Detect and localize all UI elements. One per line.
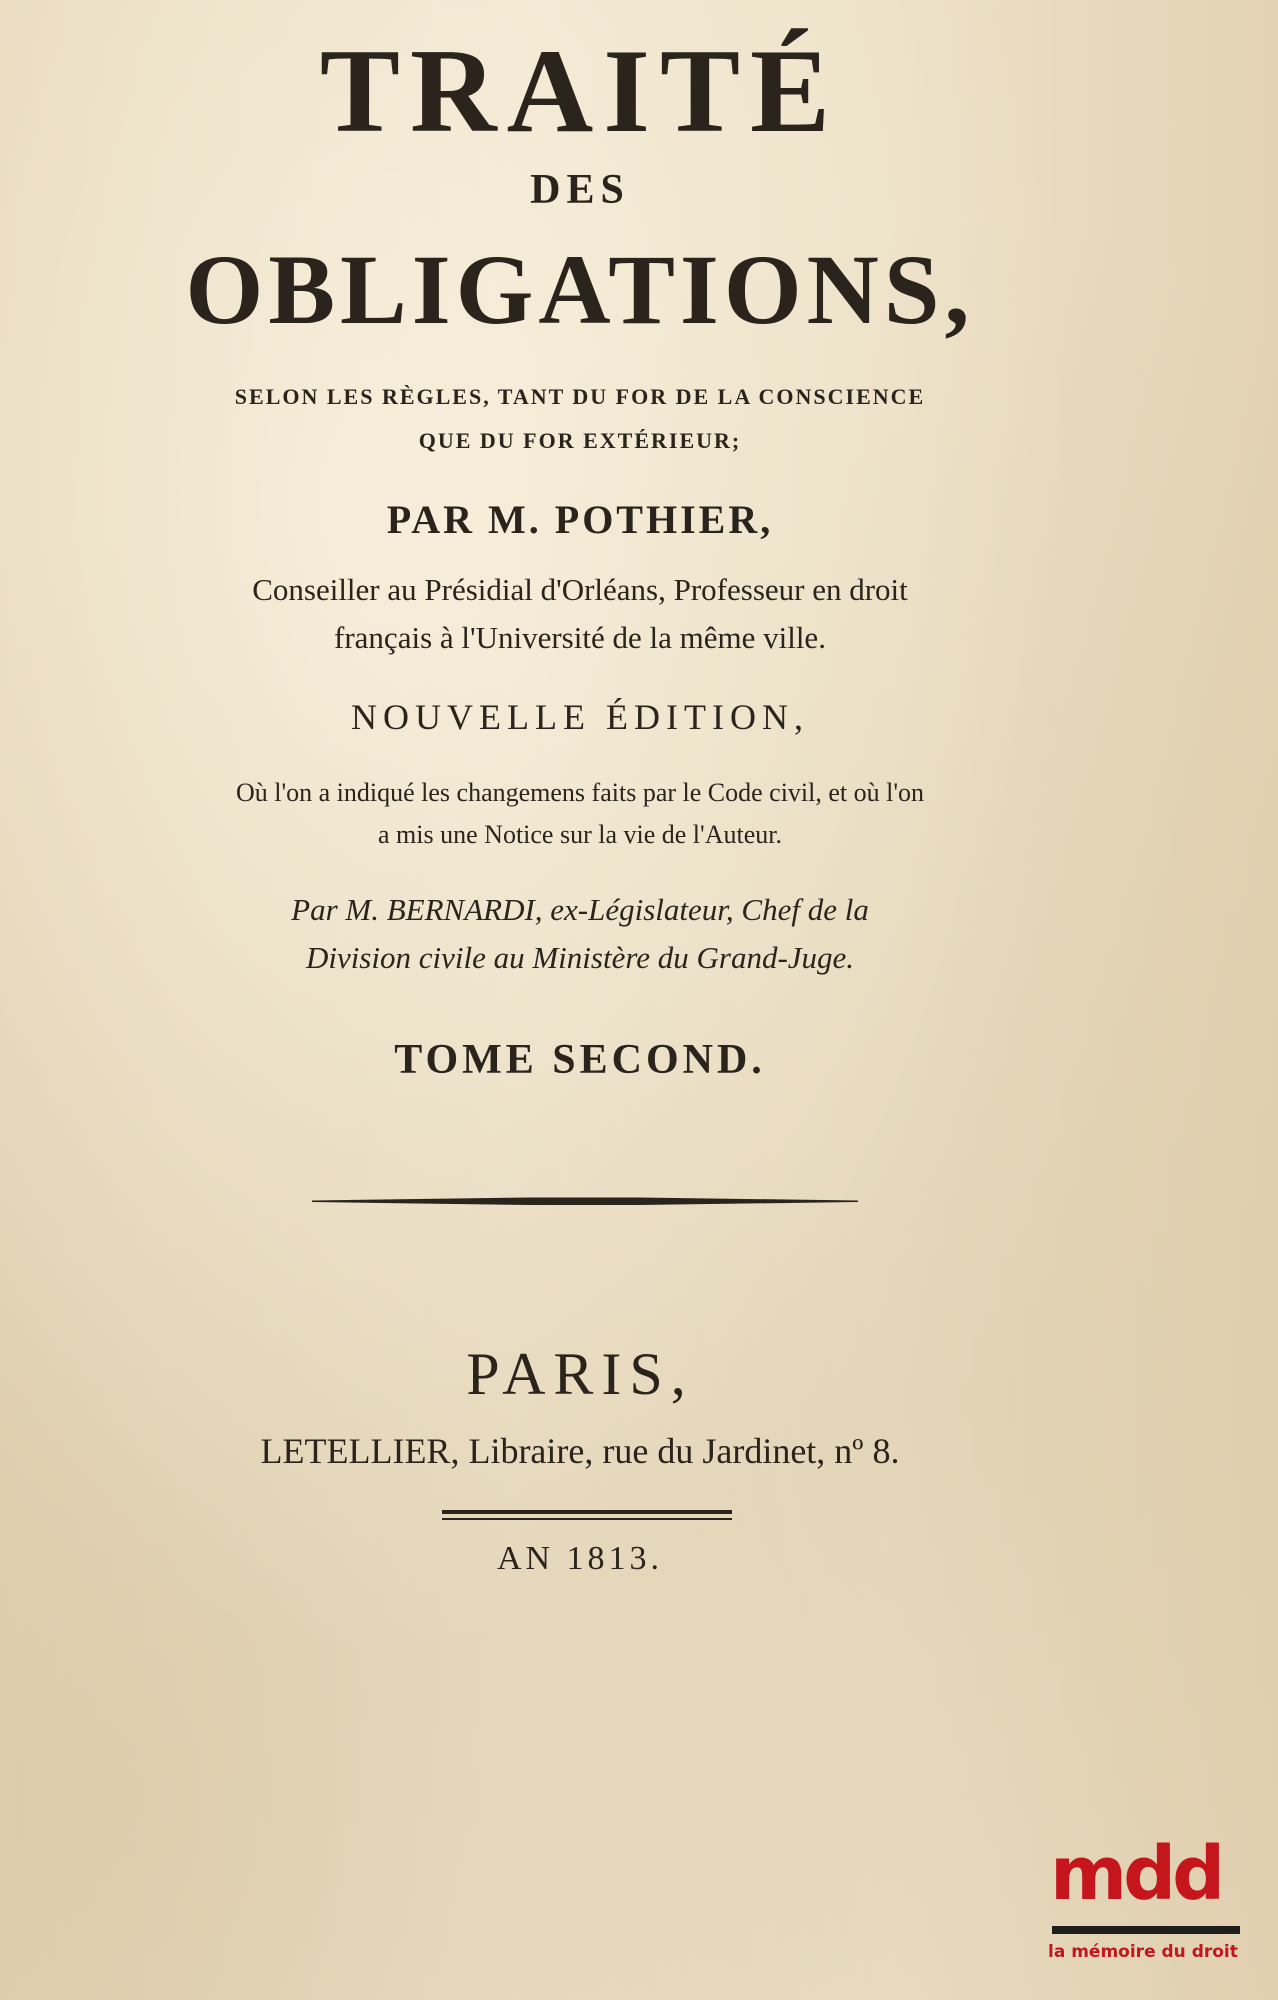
book-title-line-3: OBLIGATIONS, [185, 234, 975, 345]
logo-tagline: la mémoire du droit [1048, 1942, 1238, 1962]
mdd-watermark-logo [1046, 1831, 1246, 1974]
double-rule-bottom [442, 1518, 732, 1520]
volume-label: TOME SECOND. [394, 1037, 766, 1083]
imprint-place: PARIS, [466, 1341, 694, 1407]
edition-label: NOUVELLE ÉDITION, [351, 697, 809, 737]
ornamental-divider [312, 1196, 858, 1206]
logo-underline [1052, 1926, 1240, 1934]
subtitle-line-2: QUE DU FOR EXTÉRIEUR; [418, 428, 742, 453]
book-title-line-1: TRAITÉ [319, 24, 841, 157]
editor-line-1: Par M. BERNARDI, ex-Législateur, Chef de la [291, 892, 869, 927]
double-rule-top [442, 1510, 732, 1514]
author-description-line-1: Conseiller au Présidial d'Orléans, Professeur en droit [252, 572, 908, 607]
author-description-line-2: français à l'Université de la même ville. [334, 620, 826, 655]
editor-line-2: Division civile au Ministère du Grand-Juge. [305, 940, 855, 975]
logo-mark: mdd [1050, 1831, 1222, 1917]
imprint-year: AN 1813. [496, 1540, 664, 1577]
subtitle-line-1: SELON LES RÈGLES, TANT DU FOR DE LA CONSCIENCE [234, 384, 926, 409]
author-name: PAR M. POTHIER, [386, 497, 774, 542]
imprint-publisher: LETELLIER, Libraire, rue du Jardinet, nº 8. [260, 1431, 900, 1471]
edition-note-line-2: a mis une Notice sur la vie de l'Auteur. [378, 820, 782, 849]
edition-note-line-1: Où l'on a indiqué les changemens faits par le Code civil, et où l'on [235, 778, 925, 807]
book-title-line-2: DES [530, 167, 630, 213]
